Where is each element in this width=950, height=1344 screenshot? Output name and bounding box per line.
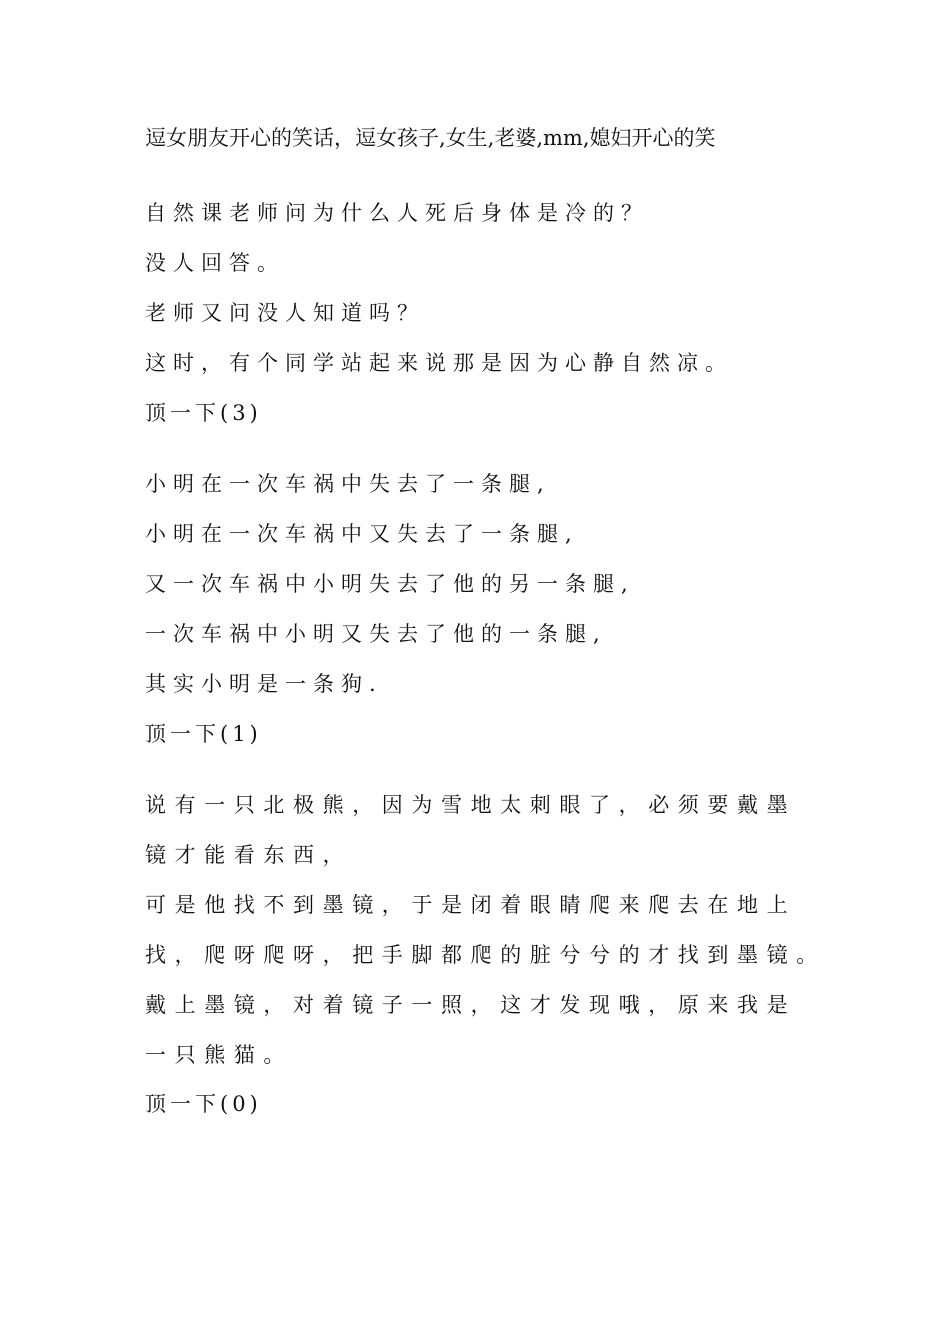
joke-2-line-4: 一次车祸中小明又失去了他的一条腿,: [145, 622, 607, 646]
joke-2-vote: 顶一下(1): [145, 722, 262, 746]
joke-3-vote: 顶一下(0): [145, 1092, 262, 1116]
joke-3-line-6: 一只熊猫。: [145, 1043, 293, 1067]
joke-3-line-5: 戴上墨镜，对着镜子一照，这才发现哦，原来我是: [145, 993, 797, 1017]
joke-1-vote: 顶一下(3): [145, 401, 262, 425]
joke-1-line-2: 没人回答。: [145, 251, 285, 275]
joke-2-line-5: 其实小明是一条狗.: [145, 672, 383, 696]
joke-2-line-3: 又一次车祸中小明失去了他的另一条腿,: [145, 572, 635, 596]
joke-1-line-1: 自然课老师问为什么人死后身体是冷的？: [145, 201, 649, 225]
joke-2-line-1: 小明在一次车祸中失去了一条腿,: [145, 472, 551, 496]
document-title: 逗女朋友开心的笑话，逗女孩子,女生,老婆,mm,媳妇开心的笑: [145, 126, 716, 150]
joke-1-line-4: 这时，有个同学站起来说那是因为心静自然凉。: [145, 351, 733, 375]
joke-3-line-1: 说有一只北极熊，因为雪地太刺眼了，必须要戴墨: [145, 793, 797, 817]
joke-2-line-2: 小明在一次车祸中又失去了一条腿,: [145, 522, 579, 546]
joke-1-line-3: 老师又问没人知道吗？: [145, 301, 425, 325]
joke-3-line-2: 镜才能看东西，: [145, 843, 353, 867]
joke-3-line-4: 找，爬呀爬呀，把手脚都爬的脏兮兮的才找到墨镜。: [145, 943, 826, 967]
joke-3-line-3: 可是他找不到墨镜，于是闭着眼睛爬来爬去在地上: [145, 893, 797, 917]
